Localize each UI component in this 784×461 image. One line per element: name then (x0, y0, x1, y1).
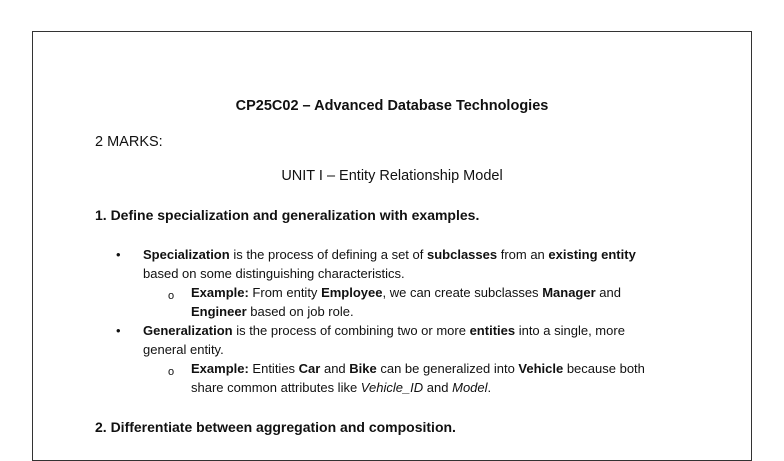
specialization-line-2: based on some distinguishing characteristics. (143, 266, 405, 281)
generalization-example: Example: Entities Car and Bike can be generalized into Vehicle because both share common attributes like Vehicle_ID and Model. (191, 361, 645, 395)
specialization-line-1: Specialization is the process of defining a set of subclasses from an existing entity (143, 247, 636, 262)
generalization-line-1: Generalization is the process of combining two or more entities into a single, more (143, 323, 625, 338)
document-page (32, 31, 752, 461)
generalization-point (143, 321, 723, 359)
question-1: 1. Define specialization and generalization with examples. (95, 207, 480, 223)
question-2: 2. Differentiate between aggregation and composition. (95, 419, 456, 435)
sub-bullet-icon: o (168, 290, 175, 302)
generalization-line-2: general entity. (143, 342, 224, 357)
bullet-icon: • (116, 247, 121, 262)
specialization-point (143, 245, 723, 283)
marks-heading: 2 MARKS: (95, 134, 163, 150)
bullet-icon: • (116, 323, 121, 338)
unit-heading: UNIT I – Entity Relationship Model (281, 168, 503, 184)
sub-bullet-icon: o (168, 366, 175, 378)
specialization-example: Example: From entity Employee, we can create subclasses Manager and Engineer based on job role. (191, 285, 621, 319)
document-title: CP25C02 – Advanced Database Technologies (235, 98, 549, 114)
